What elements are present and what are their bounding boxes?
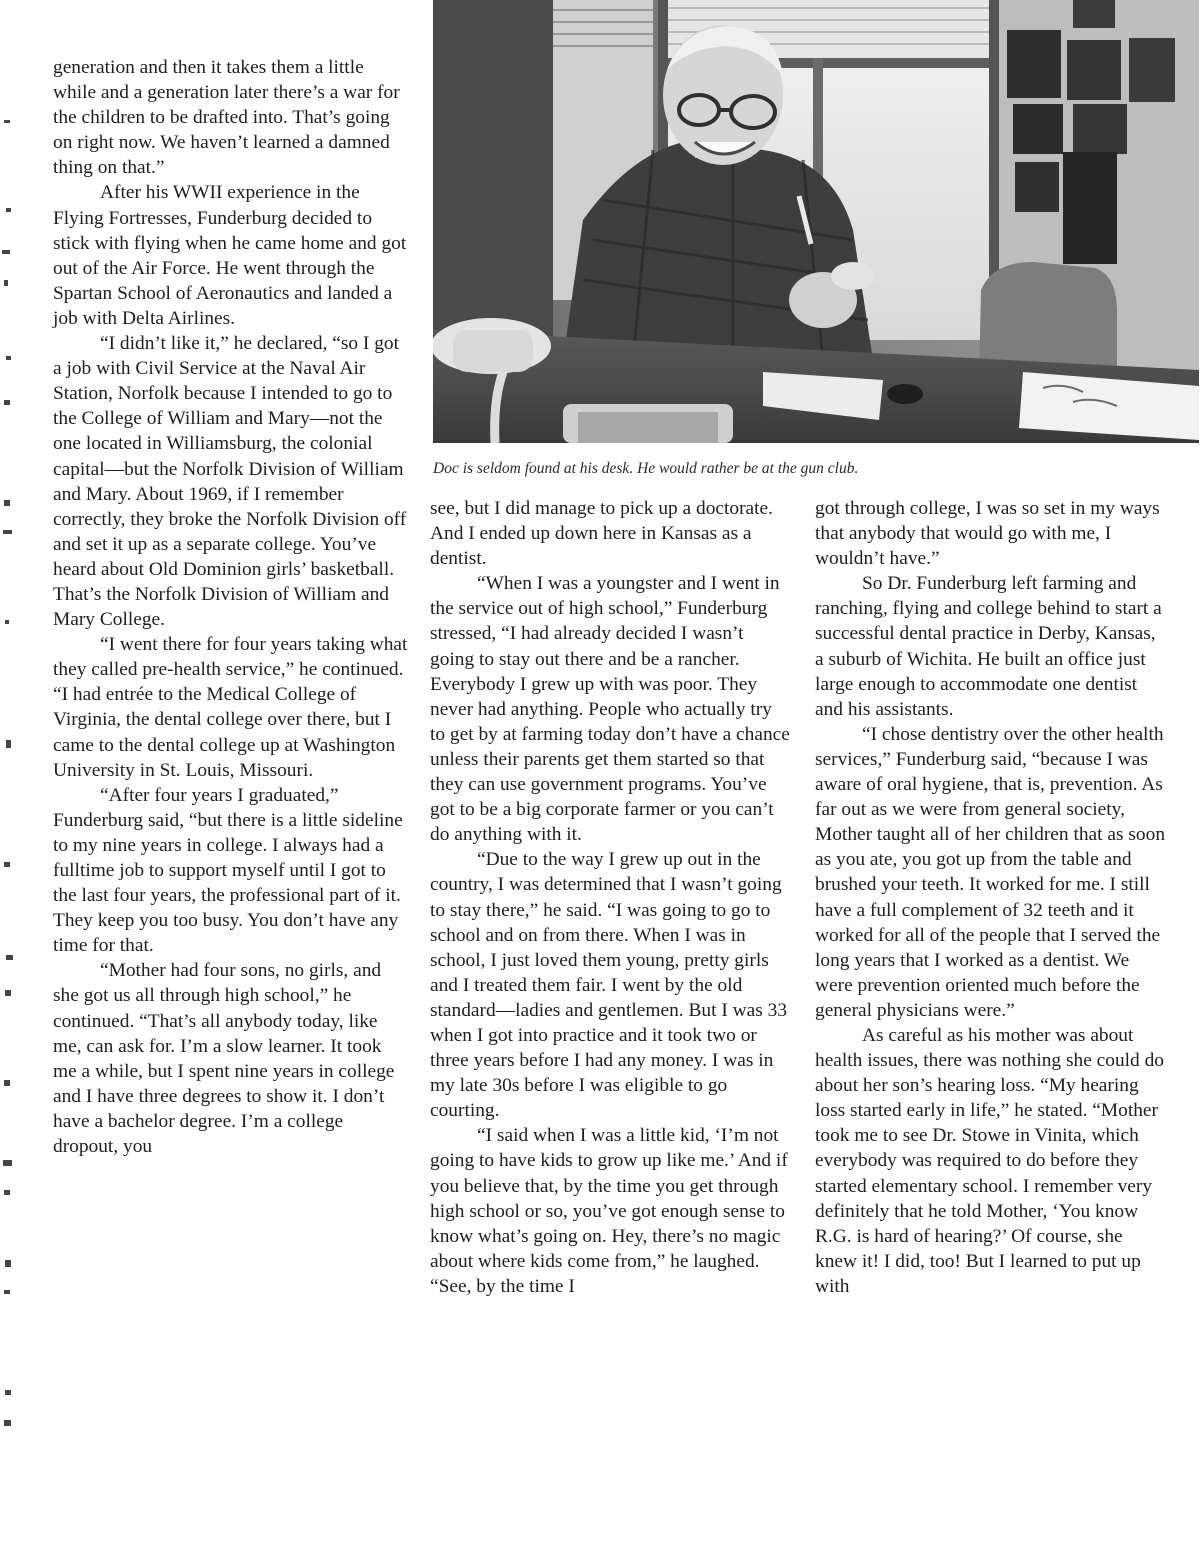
article-column-3 (815, 496, 1167, 1299)
paragraph: After his WWII experience in the Flying Fortresses, Funderburg decided to stick with flying when he came home and got out of the Air Force. He went through the Spartan School of Aeronautics and landed a job with Delta Airlines. (53, 182, 407, 329)
paragraph: “Due to the way I grew up out in the country, I was determined that I wasn’t going to stay there,” he said. “I was going to go to school and on from there. When I was in school, I just loved them young, pretty girls and I treated them fair. I went by the old standard—ladies and gentlemen. But I was 33 when I got into practice and it took two or three years before I had any money. I was in my late 30s before I was eligible to go courting. (430, 849, 788, 1122)
paragraph: “I chose dentistry over the other health services,” Funderburg said, “because I was aware of oral hygiene, that is, prevention. As far out as we were from general society, Mother taught all of her children that as soon as you ate, you got up from the table and brushed your teeth. It worked for me. I still have a full complement of 32 teeth and it worked for all of the people that I served the long years that I worked as a dentist. We were prevention oriented much before the general physicians were.” (815, 723, 1166, 1021)
photo-illustration (433, 0, 1199, 443)
paragraph: “I went there for four years taking what they called pre-health service,” he continued. “I had entrée to the Medical College of Virginia, the dental college over there, but I came to the dental college up at Washington University in St. Louis, Missouri. (53, 634, 408, 781)
paragraph: got through college, I was so set in my ways that anybody that would go with me, I wouldn’t have.” (815, 498, 1160, 570)
paragraph: generation and then it takes them a little while and a generation later there’s a war for the children to be drafted into. That’s going on right now. We haven’t learned a damned thing on that.” (53, 57, 400, 179)
photo-caption: Doc is seldom found at his desk. He would rather be at the gun club. (433, 460, 859, 477)
paragraph: see, but I did manage to pick up a doctorate. And I ended up down here in Kansas as a dentist. (430, 498, 773, 570)
paragraph: So Dr. Funderburg left farming and ranching, flying and college behind to start a successful dental practice in Derby, Kansas, a suburb of Wichita. He built an office just large enough to accommodate one dentist and his assistants. (815, 573, 1162, 720)
paragraph: “Mother had four sons, no girls, and she got us all through high school,” he continued. “That’s all anybody today, like me, can ask for. I’m a slow learner. It took me a while, but I spent nine years in college and I have three degrees to show it. I don’t have a bachelor degree. I’m a college dropout, you (53, 960, 395, 1158)
article-column-2 (430, 496, 790, 1299)
paragraph: “After four years I graduated,” Funderburg said, “but there is a little sideline to my nine years in college. I always had a fulltime job to support myself until I got to the last four years, the professional part of it. They keep you too busy. You don’t have any time for that. (53, 784, 403, 957)
portrait-photo (433, 0, 1199, 443)
article-column-1 (53, 55, 409, 1159)
margin-scan-marks (0, 120, 16, 1480)
paragraph: As careful as his mother was about health issues, there was nothing she could do about her son’s hearing loss. “My hearing loss started early in life,” he stated. “Mother took me to see Dr. Stowe in Vinita, which everybody was required to do before they started elementary school. I remember very definitely that he told Mother, ‘You know R.G. is hard of hearing?’ Of course, she knew it! I did, too! But I learned to put up with (815, 1024, 1164, 1297)
paragraph: “When I was a youngster and I went in the service out of high school,” Funderburg stressed, “I had already decided I wasn’t going to stay out there and be a rancher. Everybody I grew up with was poor. They never had anything. People who actually try to get by at farming today don’t have a chance unless their parents get them started so that they can use government programs. You’ve got to be a big corporate farmer or you can’t do anything with it. (430, 573, 790, 846)
paragraph: “I said when I was a little kid, ‘I’m not going to have kids to grow up like me.’ And if you believe that, by the time you get through high school or so, you’ve got enough sense to know what’s going on. Hey, there’s no magic about where kids come from,” he laughed. “See, by the time I (430, 1125, 788, 1297)
paragraph: “I didn’t like it,” he declared, “so I got a job with Civil Service at the Naval Air Station, Norfolk because I intended to go to the College of William and Mary—not the one located in Williamsburg, the colonial capital—but the Norfolk Division of William and Mary. About 1969, if I remember correctly, they broke the Norfolk Division off and set it up as a separate college. You’ve heard about Old Dominion girls’ basketball. That’s the Norfolk Division of William and Mary College. (53, 333, 407, 631)
